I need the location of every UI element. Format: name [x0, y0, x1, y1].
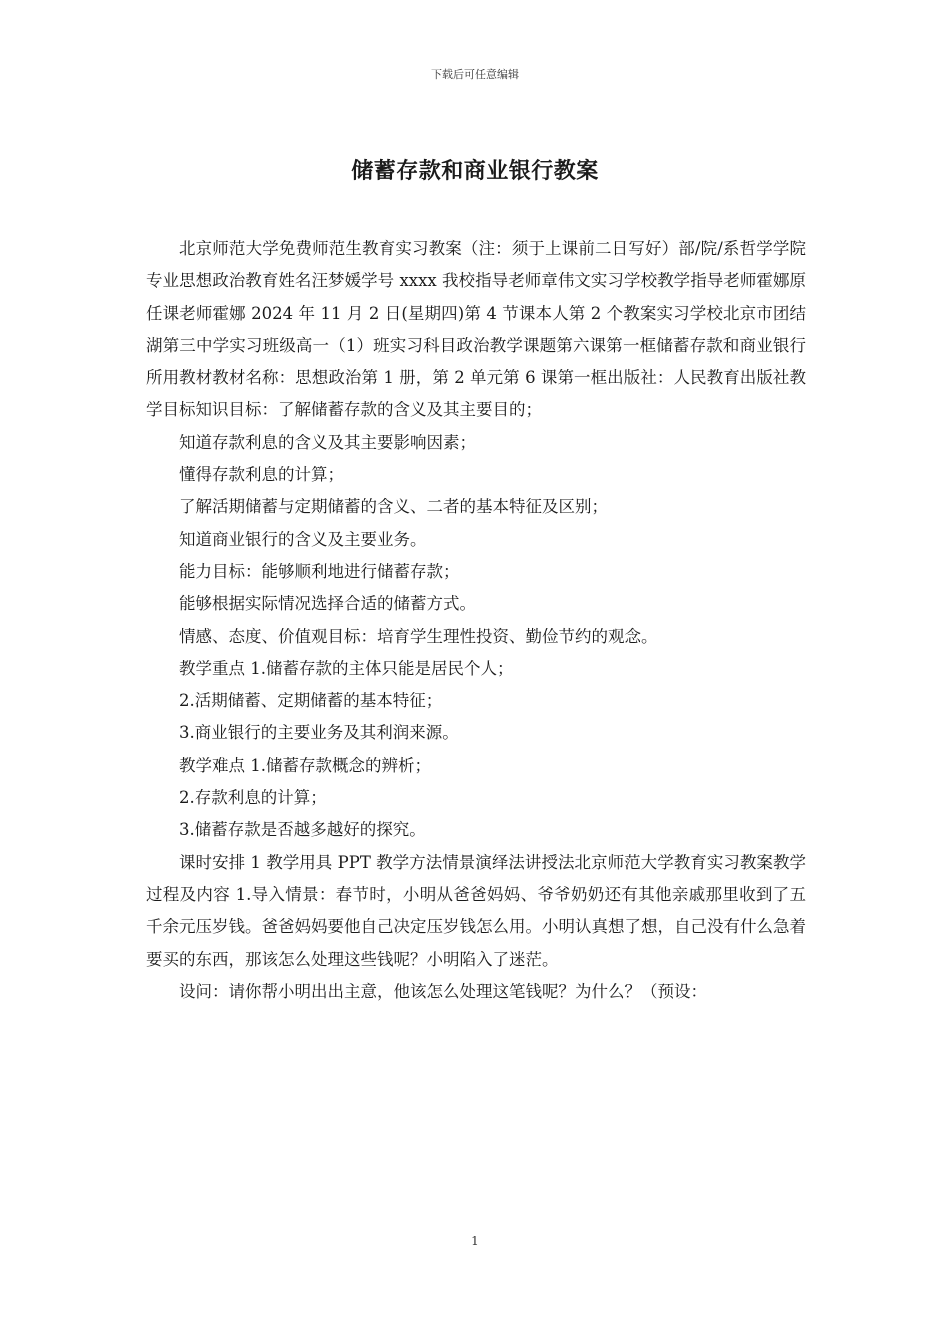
paragraph-key-point-1: 教学重点 1.储蓄存款的主体只能是居民个人； [179, 658, 514, 678]
paragraph-knowledge-goal-5: 知道商业银行的含义及主要业务。 [179, 529, 427, 549]
page-header: 下载后可任意编辑 [431, 68, 519, 81]
paragraph-lesson-process: 课时安排 1 教学用具 PPT 教学方法情景演绎法讲授法北京师范大学教育实习教案教学过程及内容 1.导入情景：春节时，小明从爸爸妈妈、爷爷奶奶还有其他亲戚那里收到了五千余元压岁钱。爸爸妈妈要他自己决定压岁钱怎么用。小明认真想了想，自己没有什么急着要买的东西，那该怎么处理这些钱呢？小明陷入了迷茫。 [146, 852, 806, 969]
paragraph-knowledge-goal-2: 知道存款利息的含义及其主要影响因素； [179, 432, 476, 452]
paragraph-ability-goal-1: 能力目标：能够顺利地进行储蓄存款； [179, 561, 460, 581]
paragraph-intro: 北京师范大学免费师范生教育实习教案（注：须于上课前二日写好）部/院/系哲学学院专业思想政治教育姓名汪梦媛学号 xxxx 我校指导老师章伟文实习学校教学指导老师霍娜原任课老师霍娜 2024 年 11 月 2 日(星期四)第 4 节课本人第 2 个教案实习学校北京市团结湖第三中学实习班级高一（1）班实习科目政治教学课题第六课第一框储蓄存款和商业银行所用教材教材名称：思想政治第 1 册，第 2 单元第 6 课第一框出版社：人民教育出版社教学目标知识目标：了解储蓄存款的含义及其主要目的； [146, 239, 806, 420]
paragraph-key-point-3: 3.商业银行的主要业务及其利润来源。 [179, 723, 459, 743]
page-number: 1 [471, 1234, 479, 1248]
paragraph-emotion-goal: 情感、态度、价值观目标：培育学生理性投资、勤俭节约的观念。 [179, 626, 658, 646]
paragraph-key-point-2: 2.活期储蓄、定期储蓄的基本特征； [179, 691, 443, 711]
paragraph-ability-goal-2: 能够根据实际情况选择合适的储蓄方式。 [179, 594, 476, 614]
paragraph-difficulty-3: 3.储蓄存款是否越多越好的探究。 [179, 820, 426, 840]
paragraph-difficulty-2: 2.存款利息的计算； [179, 788, 327, 808]
paragraph-difficulty-1: 教学难点 1.储蓄存款概念的辨析； [179, 755, 431, 775]
paragraph-knowledge-goal-3: 懂得存款利息的计算； [179, 465, 344, 485]
paragraph-knowledge-goal-4: 了解活期储蓄与定期储蓄的含义、二者的基本特征及区别； [179, 497, 608, 517]
paragraph-question: 设问：请你帮小明出出主意，他该怎么处理这笔钱呢？为什么？（预设： [179, 981, 707, 1001]
document-body [146, 233, 806, 1008]
document-title: 储蓄存款和商业银行教案 [351, 158, 599, 184]
